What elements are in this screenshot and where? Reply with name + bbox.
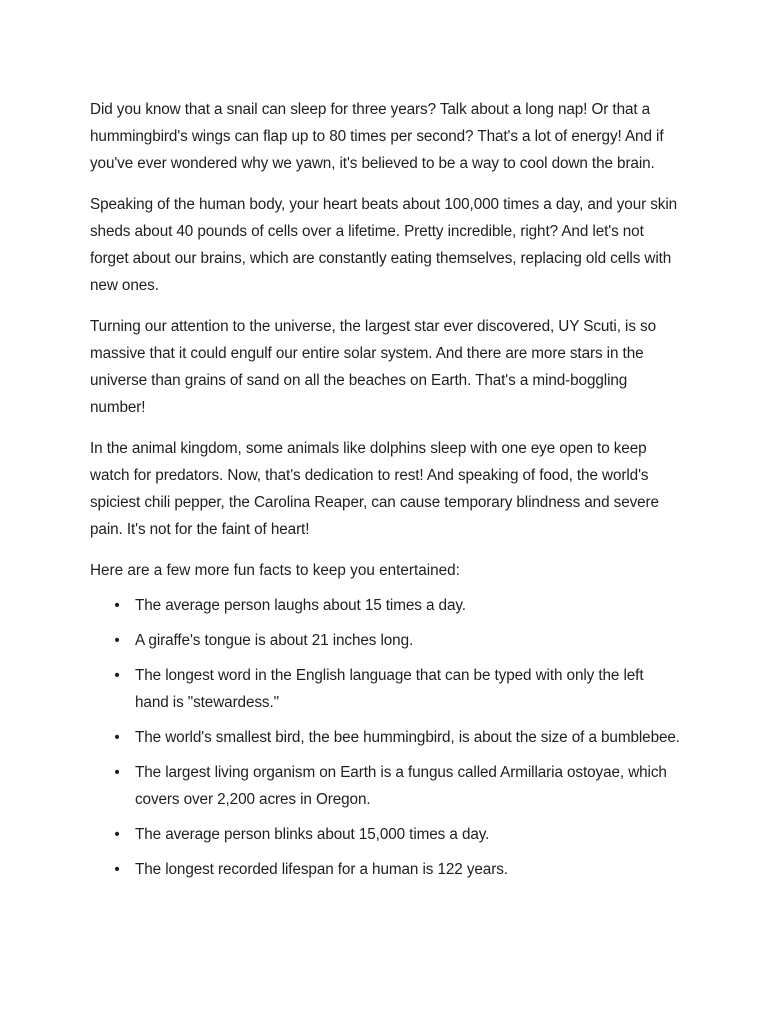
bullet-icon: • bbox=[114, 861, 120, 878]
bullet-icon: • bbox=[114, 597, 120, 614]
list-item bbox=[90, 856, 680, 883]
list-item bbox=[90, 759, 680, 813]
list-item bbox=[90, 724, 680, 751]
paragraph-snail-facts: Did you know that a snail can sleep for three years? Talk about a long nap! Or that a hummingbird's wings can flap up to 80 times per second? That's a lot of energy! And if you've ever wondered why we yawn, it's believed to be a way to cool down the brain. bbox=[90, 101, 664, 172]
bullet-icon: • bbox=[114, 667, 120, 684]
list-item bbox=[90, 627, 680, 654]
list-item-text: The average person laughs about 15 times a day. bbox=[135, 597, 466, 614]
list-item-text: The world's smallest bird, the bee hummingbird, is about the size of a bumblebee. bbox=[135, 729, 680, 746]
list-item-text: The longest word in the English language that can be typed with only the left hand is "stewardess." bbox=[135, 667, 644, 711]
list-item-text: A giraffe's tongue is about 21 inches long. bbox=[135, 632, 414, 649]
list-item-text: The largest living organism on Earth is a fungus called Armillaria ostoyae, which covers over 2,200 acres in Oregon. bbox=[135, 764, 667, 808]
paragraph-animal-kingdom: In the animal kingdom, some animals like dolphins sleep with one eye open to keep watch for predators. Now, that's dedication to rest! And speaking of food, the world's spiciest chili pepper, the Carolina Reaper, can cause temporary blindness and severe pain. It's not for the faint of heart! bbox=[90, 440, 659, 538]
bullet-icon: • bbox=[114, 729, 120, 746]
bullet-icon: • bbox=[114, 764, 120, 781]
bullet-icon: • bbox=[114, 632, 120, 649]
list-item bbox=[90, 592, 680, 619]
bullet-icon: • bbox=[114, 826, 120, 843]
paragraph-human-body: Speaking of the human body, your heart beats about 100,000 times a day, and your skin sheds about 40 pounds of cells over a lifetime. Pretty incredible, right? And let's not forget about our brains, which are constantly eating themselves, replacing old cells with new ones. bbox=[90, 196, 678, 294]
list-item-text: The longest recorded lifespan for a human is 122 years. bbox=[135, 861, 508, 878]
list-item bbox=[90, 821, 680, 848]
list-item bbox=[90, 662, 680, 716]
paragraph-universe: Turning our attention to the universe, the largest star ever discovered, UY Scuti, is so massive that it could engulf our entire solar system. And there are more stars in the universe than grains of sand on all the beaches on Earth. That's a mind-boggling number! bbox=[90, 318, 656, 416]
list-intro: Here are a few more fun facts to keep you entertained: bbox=[90, 562, 460, 579]
fun-facts-list bbox=[90, 592, 680, 883]
list-item-text: The average person blinks about 15,000 times a day. bbox=[135, 826, 490, 843]
document-page bbox=[90, 96, 680, 891]
